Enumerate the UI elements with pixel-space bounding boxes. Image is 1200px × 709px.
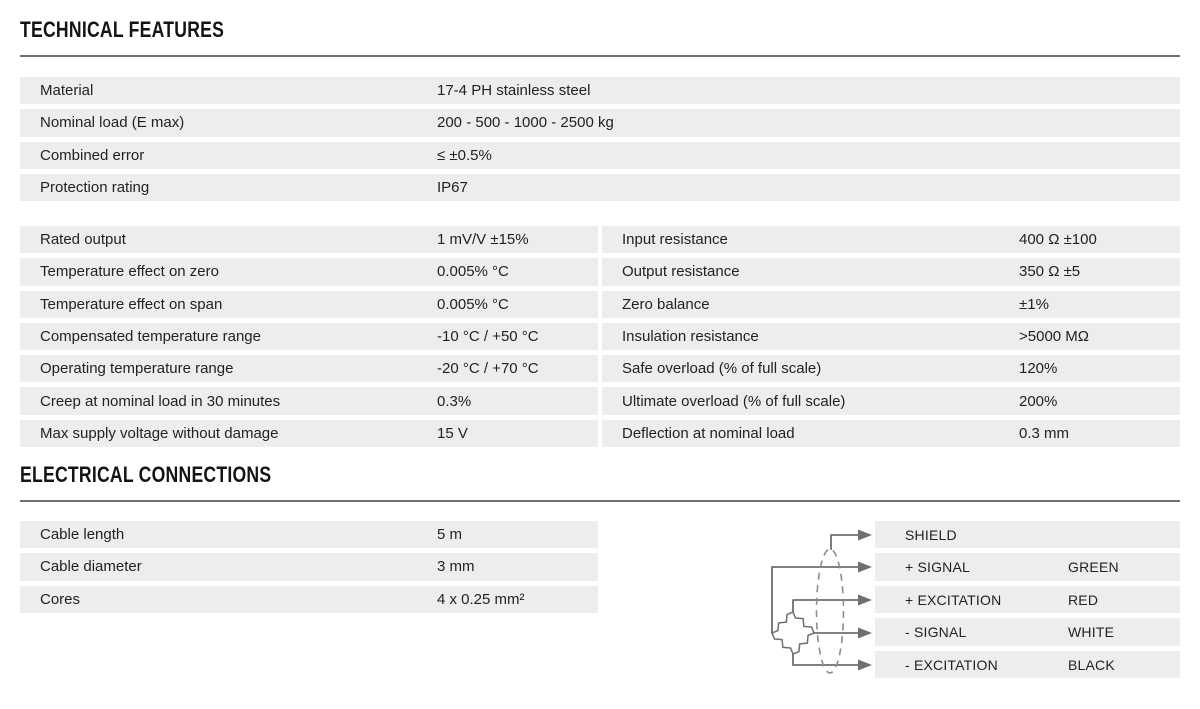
spec-label: Rated output [40, 231, 126, 249]
spec-label: Material [40, 82, 94, 100]
spec-value: 0.005% °C [437, 263, 509, 281]
spec-value: 400 Ω ±100 [1019, 231, 1097, 249]
arrow-right-icon [858, 595, 872, 606]
wire-color: BLACK [1068, 656, 1115, 673]
cable-specs-table [20, 521, 598, 618]
spec-label: Output resistance [622, 263, 740, 281]
spec-value: >5000 MΩ [1019, 328, 1090, 346]
spec-row-operating-temp-range [20, 355, 598, 382]
spec-label: Nominal load (E max) [40, 114, 185, 132]
spec-row-zero-balance [602, 291, 1180, 318]
spec-row-rated-output [20, 226, 598, 253]
arrow-right-icon [858, 530, 872, 541]
spec-value: 3 mm [437, 558, 475, 576]
spec-row-compensated-temp-range [20, 323, 598, 350]
spec-label: Combined error [40, 146, 145, 164]
spec-label: Insulation resistance [622, 328, 759, 346]
wire-color: RED [1068, 591, 1099, 608]
spec-label: Max supply voltage without damage [40, 424, 279, 442]
spec-value: 350 Ω ±5 [1019, 263, 1081, 281]
spec-value: 15 V [437, 424, 468, 442]
spec-row-max-supply-voltage [20, 420, 598, 447]
spec-label: Temperature effect on span [40, 295, 223, 313]
spec-label: Zero balance [622, 295, 710, 313]
performance-specs-tables [20, 226, 1180, 452]
minus-excitation-wire [793, 654, 860, 665]
spec-label: Operating temperature range [40, 360, 234, 378]
spec-label: Deflection at nominal load [622, 424, 795, 442]
wire-label: + EXCITATION [905, 591, 1002, 608]
spec-row-material [20, 77, 1180, 104]
spec-value: 17-4 PH stainless steel [437, 82, 591, 100]
spec-label: Cores [40, 590, 81, 608]
wire-label: - EXCITATION [905, 656, 998, 673]
spec-value: 200 - 500 - 1000 - 2500 kg [437, 114, 614, 132]
spec-row-protection-rating [20, 174, 1180, 201]
general-specs-table [20, 77, 1180, 206]
spec-value: 200% [1019, 392, 1058, 410]
spec-row-cable-length [20, 521, 598, 548]
wire-label: SHIELD [905, 526, 957, 543]
spec-row-input-resistance [602, 226, 1180, 253]
arrow-right-icon [858, 660, 872, 671]
spec-row-insulation-resistance [602, 323, 1180, 350]
spec-label: Safe overload (% of full scale) [622, 360, 822, 378]
spec-row-cable-diameter [20, 553, 598, 580]
wire-row-minus-excitation [875, 651, 1180, 678]
wire-row-plus-excitation [875, 586, 1180, 613]
spec-label: Compensated temperature range [40, 328, 261, 346]
spec-label: Cable diameter [40, 558, 142, 576]
spec-value: -20 °C / +70 °C [437, 360, 539, 378]
wire-row-plus-signal [875, 553, 1180, 580]
spec-row-safe-overload [602, 355, 1180, 382]
spec-label: Cable length [40, 526, 125, 544]
spec-value: IP67 [437, 179, 468, 197]
spec-value: 5 m [437, 526, 463, 544]
wire-color: GREEN [1068, 559, 1119, 576]
spec-row-creep [20, 387, 598, 414]
wiring-diagram [738, 505, 885, 705]
spec-value: 0.3% [437, 392, 472, 410]
spec-value: ≤ ±0.5% [437, 146, 492, 164]
spec-row-nominal-load [20, 109, 1180, 136]
section-divider [20, 500, 1180, 502]
spec-label: Temperature effect on zero [40, 263, 219, 281]
section-title-technical-features: TECHNICAL FEATURES [20, 17, 225, 42]
spec-row-temp-effect-zero [20, 258, 598, 285]
performance-specs-right-column [602, 226, 1180, 452]
spec-value: -10 °C / +50 °C [437, 328, 539, 346]
spec-value: 120% [1019, 360, 1058, 378]
spec-value: 0.005% °C [437, 295, 509, 313]
spec-label: Input resistance [622, 231, 728, 249]
arrow-right-icon [858, 628, 872, 639]
wheatstone-bridge-icon [772, 612, 814, 654]
spec-label: Creep at nominal load in 30 minutes [40, 392, 281, 410]
wire-row-shield [875, 521, 1180, 548]
spec-row-ultimate-overload [602, 387, 1180, 414]
spec-value: 1 mV/V ±15% [437, 231, 529, 249]
spec-label: Ultimate overload (% of full scale) [622, 392, 846, 410]
spec-row-combined-error [20, 142, 1180, 169]
section-divider [20, 55, 1180, 57]
wire-label: - SIGNAL [905, 624, 967, 641]
section-title-electrical-connections: ELECTRICAL CONNECTIONS [20, 462, 272, 487]
wire-row-minus-signal [875, 618, 1180, 645]
spec-row-cores [20, 586, 598, 613]
wire-color: WHITE [1068, 624, 1115, 641]
spec-value: ±1% [1019, 295, 1049, 313]
performance-specs-left-column [20, 226, 598, 452]
spec-value: 4 x 0.25 mm² [437, 590, 525, 608]
plus-excitation-wire [793, 600, 860, 612]
spec-row-temp-effect-span [20, 291, 598, 318]
spec-label: Protection rating [40, 179, 150, 197]
spec-row-output-resistance [602, 258, 1180, 285]
spec-row-deflection [602, 420, 1180, 447]
wire-label: + SIGNAL [905, 559, 971, 576]
arrow-right-icon [858, 562, 872, 573]
spec-value: 0.3 mm [1019, 424, 1070, 442]
wire-arrowheads [858, 530, 872, 671]
wire-color-table [875, 521, 1180, 683]
shield-wire [831, 535, 860, 549]
